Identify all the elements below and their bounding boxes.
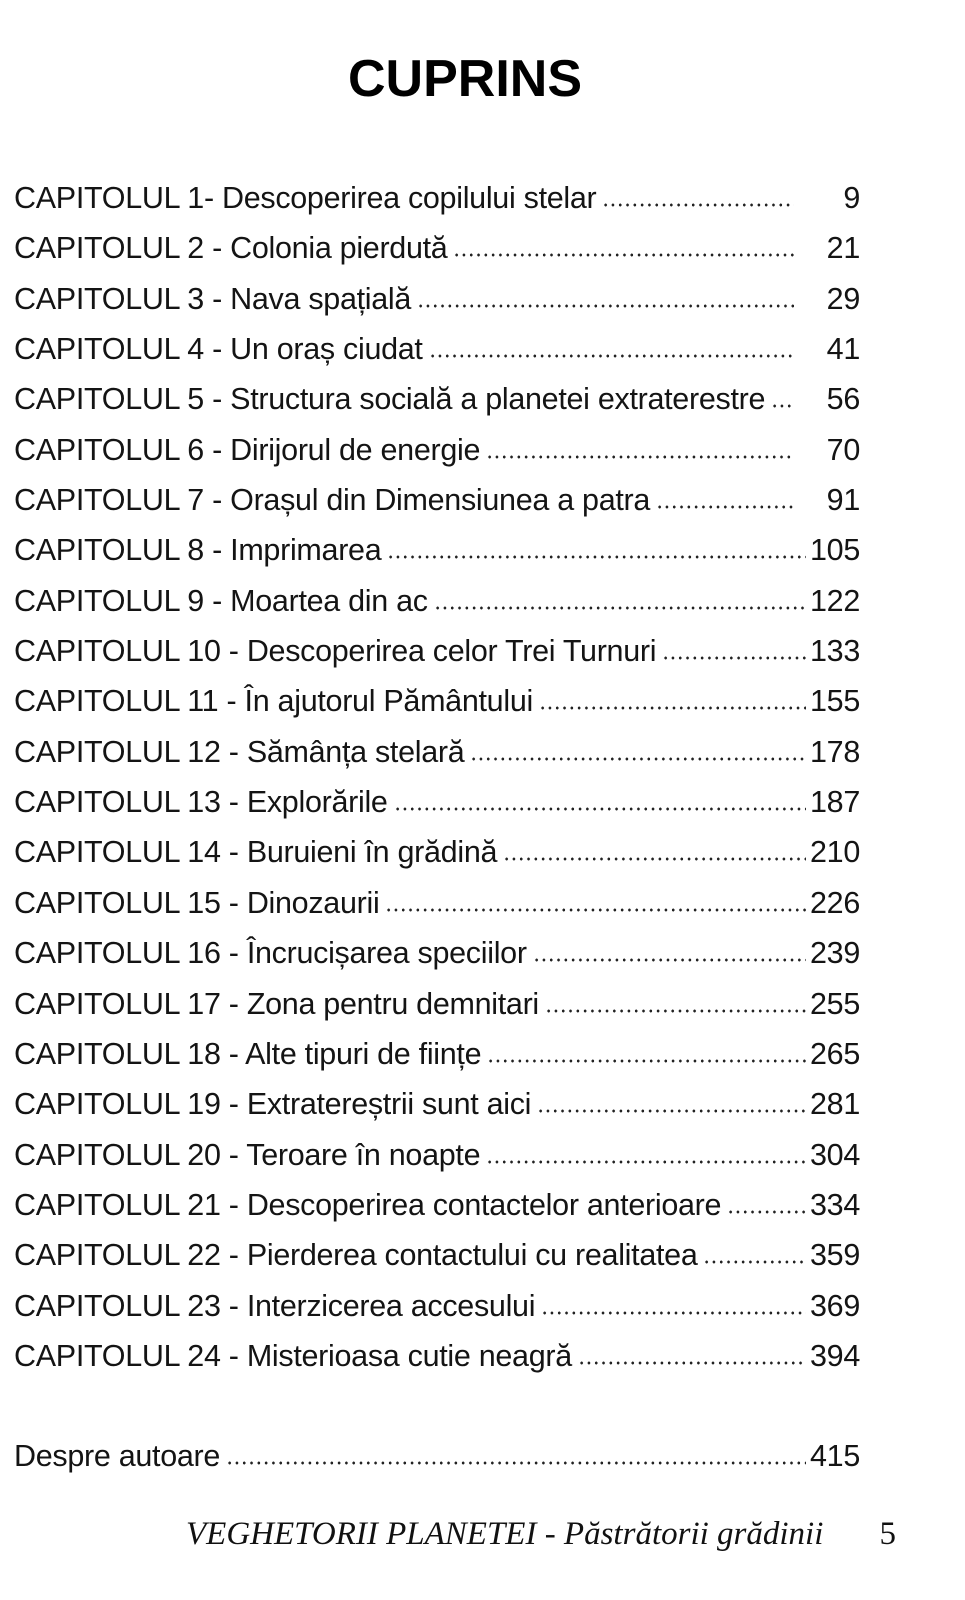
dot-leader: [727, 1209, 806, 1215]
toc-entry-label: CAPITOLUL 6 - Dirijorul de energie: [14, 432, 481, 467]
toc-entry[interactable]: [14, 1133, 860, 1183]
toc-entry[interactable]: [14, 730, 860, 780]
toc-entry-label: CAPITOLUL 16 - Încrucișarea speciilor: [14, 936, 527, 971]
toc-entry[interactable]: [14, 327, 860, 377]
page-number: 5: [879, 1516, 896, 1552]
toc-entry[interactable]: [14, 982, 860, 1032]
toc-entry-page: 334: [810, 1187, 860, 1222]
toc-entry-page: 133: [810, 634, 860, 669]
toc-entry[interactable]: [14, 679, 860, 729]
dot-leader: [578, 1360, 806, 1366]
toc-entry-label: CAPITOLUL 20 - Teroare în noapte: [14, 1137, 481, 1172]
dot-leader: [503, 856, 806, 862]
dot-leader: [656, 504, 794, 510]
toc-entry-page: 415: [810, 1439, 860, 1474]
toc-entry-label: CAPITOLUL 18 - Alte tipuri de ființe: [14, 1036, 482, 1071]
dot-leader: [771, 403, 794, 409]
toc-entry-label: CAPITOLUL 12 - Sămânța stelară: [14, 734, 465, 769]
toc-entry-page: 9: [843, 181, 860, 215]
toc-entry-page: 70: [826, 432, 860, 467]
toc-entry-label: Despre autoare: [14, 1439, 221, 1474]
dot-leader: [537, 1108, 806, 1114]
toc-entry-label: CAPITOLUL 2 - Colonia pierdută: [14, 231, 448, 266]
toc-entry[interactable]: [14, 176, 860, 226]
dot-leader: [703, 1259, 806, 1265]
toc-entry[interactable]: [14, 377, 860, 427]
toc-entry-page: 105: [810, 533, 860, 568]
toc-entry-label: CAPITOLUL 11 - În ajutorul Pământului: [14, 684, 533, 719]
toc-entry[interactable]: [14, 629, 860, 679]
toc-entry-page: 210: [810, 835, 860, 870]
toc-entry-page: 226: [810, 885, 860, 920]
dot-leader: [453, 252, 794, 258]
toc-entry-label: CAPITOLUL 17 - Zona pentru demnitari: [14, 986, 539, 1021]
toc-entry[interactable]: [14, 780, 860, 830]
dot-leader: [487, 1058, 806, 1064]
dot-leader: [429, 353, 794, 359]
toc-entry-label: CAPITOLUL 22 - Pierderea contactului cu realitatea: [14, 1238, 698, 1273]
toc-entry-label: CAPITOLUL 13 - Explorările: [14, 785, 388, 820]
toc-entry-page: 21: [826, 231, 860, 266]
dot-leader: [533, 957, 806, 963]
page-title: CUPRINS: [347, 49, 583, 108]
toc-entry-page: 155: [810, 684, 860, 719]
toc-entry-label: CAPITOLUL 4 - Un oraș ciudat: [14, 332, 423, 367]
toc-entry[interactable]: [14, 226, 860, 276]
toc-entry[interactable]: [14, 1032, 860, 1082]
dot-leader: [387, 554, 806, 560]
toc-entry[interactable]: [14, 830, 860, 880]
dot-leader: [486, 454, 794, 460]
table-of-contents: [14, 176, 860, 1485]
toc-entry-label: CAPITOLUL 1- Descoperirea copilului stelar: [14, 181, 597, 215]
toc-entry-page: 394: [810, 1338, 860, 1373]
toc-entry[interactable]: [14, 428, 860, 478]
dot-leader: [417, 303, 794, 309]
running-title: VEGHETORII PLANETEI - Păstrătorii grădinii: [186, 1516, 824, 1552]
toc-entry-page: 255: [810, 986, 860, 1021]
dot-leader: [470, 756, 806, 762]
toc-entry[interactable]: [14, 881, 860, 931]
toc-entry-label: CAPITOLUL 9 - Moartea din ac: [14, 583, 428, 618]
toc-entry[interactable]: [14, 1284, 860, 1334]
toc-entry-appendix[interactable]: [14, 1434, 860, 1484]
toc-entry-label: CAPITOLUL 24 - Misterioasa cutie neagră: [14, 1338, 572, 1373]
dot-leader: [545, 1008, 806, 1014]
toc-entry-page: 91: [826, 483, 860, 518]
toc-entry[interactable]: [14, 1183, 860, 1233]
dot-leader: [602, 202, 794, 208]
dot-leader: [541, 1310, 806, 1316]
dot-leader: [662, 655, 806, 661]
dot-leader: [226, 1460, 806, 1466]
dot-leader: [434, 605, 806, 611]
toc-entry-page: 178: [810, 734, 860, 769]
toc-entry-page: 265: [810, 1036, 860, 1071]
toc-entry-page: 56: [826, 382, 860, 417]
toc-entry[interactable]: [14, 1082, 860, 1132]
toc-entry-page: 281: [810, 1087, 860, 1122]
toc-entry-label: CAPITOLUL 3 - Nava spațială: [14, 281, 412, 316]
toc-entry-label: CAPITOLUL 5 - Structura socială a planetei extraterestre: [14, 382, 766, 417]
toc-entry[interactable]: [14, 579, 860, 629]
toc-entry-label: CAPITOLUL 8 - Imprimarea: [14, 533, 382, 568]
dot-leader: [394, 806, 806, 812]
toc-entry-page: 239: [810, 936, 860, 971]
toc-entry[interactable]: [14, 931, 860, 981]
dot-leader: [486, 1159, 806, 1165]
toc-entry[interactable]: [14, 528, 860, 578]
toc-entry-page: 187: [810, 785, 860, 820]
toc-entry-page: 41: [826, 332, 860, 367]
toc-entry[interactable]: [14, 277, 860, 327]
dot-leader: [539, 705, 806, 711]
toc-entry-page: 369: [810, 1288, 860, 1323]
toc-entry-page: 304: [810, 1137, 860, 1172]
toc-entry-page: 359: [810, 1238, 860, 1273]
toc-entry-label: CAPITOLUL 23 - Interzicerea accesului: [14, 1288, 536, 1323]
dot-leader: [385, 907, 806, 913]
toc-entry[interactable]: [14, 478, 860, 528]
toc-entry-label: CAPITOLUL 21 - Descoperirea contactelor anterioare: [14, 1187, 722, 1222]
toc-entry-label: CAPITOLUL 15 - Dinozaurii: [14, 885, 380, 920]
toc-entry-label: CAPITOLUL 7 - Orașul din Dimensiunea a patra: [14, 483, 651, 518]
toc-entry-page: 29: [826, 281, 860, 316]
toc-entry[interactable]: [14, 1233, 860, 1283]
toc-entry-label: CAPITOLUL 10 - Descoperirea celor Trei Turnuri: [14, 634, 657, 669]
toc-entry[interactable]: [14, 1334, 860, 1384]
page-footer: [186, 1516, 896, 1553]
section-gap: [14, 1384, 860, 1434]
toc-entry-label: CAPITOLUL 14 - Buruieni în grădină: [14, 835, 498, 870]
toc-entry-label: CAPITOLUL 19 - Extratereștrii sunt aici: [14, 1087, 532, 1122]
toc-entry-page: 122: [810, 583, 860, 618]
